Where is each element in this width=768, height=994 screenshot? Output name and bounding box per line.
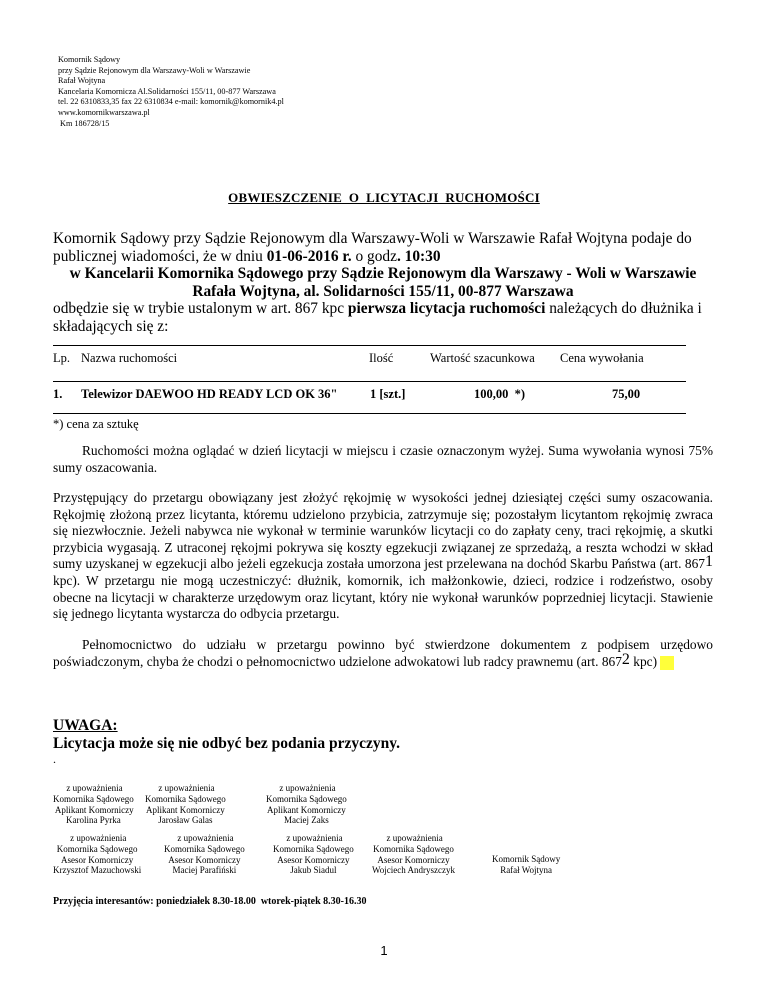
auction-type: pierwsza licytacja ruchomości	[347, 300, 546, 317]
document-title: OBWIESZCZENIE O LICYTACJI RUCHOMOŚCI	[228, 190, 540, 205]
header-line: tel. 22 6310833,35 fax 22 6310834 e-mail: komornik@komornik4.pl	[58, 97, 284, 107]
footnote: *) cena za sztukę	[53, 417, 139, 431]
signature-block	[266, 783, 347, 826]
viewing-paragraph	[53, 443, 713, 476]
signature-line: Aplikant Komorniczy	[146, 804, 225, 815]
signature-block	[273, 833, 354, 876]
signature-line: Maciej Zaks	[284, 815, 329, 826]
header-line: Rafał Wojtyna	[58, 76, 106, 86]
signature-line: z upoważnienia	[384, 833, 443, 843]
signature-line: z upoważnienia	[67, 833, 127, 843]
signature-line: Maciej Parafiński	[172, 865, 237, 876]
col-header-value: Wartość szacunkowa	[430, 351, 535, 365]
notice-text: Licytacja może się nie odbyć bez podania przyczyny.	[53, 735, 400, 752]
table-rule	[53, 381, 686, 382]
intro-text: Komornik Sądowy przy Sądzie Rejonowym dla Warszawy-Woli w Warszawie Rafał Wojtyna podaje do publicznej wiadomości, że w dniu	[53, 230, 692, 265]
signature-line: Rafał Wojtyna	[500, 864, 553, 875]
signature-line: Komornika Sądowego	[266, 793, 347, 804]
signature-line: z upoważnienia	[284, 833, 343, 843]
signature-line: Aplikant Komorniczy	[53, 804, 134, 815]
header-line: Kancelaria Komornicza Al.Solidarności 155/11, 00-877 Warszawa	[58, 86, 276, 96]
deposit-text-cont: kpc). W przetargu nie mogą uczestniczyć: dłużnik, komornik, ich małżonkowie, dzieci, rodzice i rodzeństwo, osoby obecne na licytacji w charakterze urzędowym oraz licytant, który nie wykonał warunków poprzedniej licytacji. Stawienie się jednego licytanta wystarcza do odbycia przetargu.	[53, 572, 713, 622]
auction-location-line2: Rafała Wojtyna, al. Solidarności 155/11, 00-877 Warszawa	[192, 282, 574, 300]
office-header	[58, 55, 284, 129]
reception-hours: Przyjęcia interesantów: poniedziałek 8.30-18.00 wtorek-piątek 8.30-16.30	[53, 896, 367, 907]
signature-line: Jarosław Galas	[158, 815, 213, 826]
page-number: 1	[380, 943, 388, 958]
signature-line: Asesor Komorniczy	[277, 854, 350, 865]
signature-line: Asesor Komorniczy	[61, 854, 134, 865]
signature-line: Wojciech Andryszczyk	[372, 865, 455, 876]
attorney-text-end: kpc)	[629, 653, 658, 669]
header-line: przy Sądzie Rejonowym dla Warszawy-Woli w Warszawie	[58, 65, 251, 75]
signature-line: Karolina Pyrka	[66, 815, 121, 826]
notice-dot: .	[53, 752, 56, 766]
col-header-name: Nazwa ruchomości	[81, 351, 178, 365]
signature-line: z upoważnienia	[156, 783, 215, 793]
signature-block	[372, 833, 455, 876]
auction-date: 01-06-2016 r.	[266, 247, 352, 265]
bailiff-signature	[492, 854, 560, 876]
deposit-text: Przystępujący do przetargu obowiązany jest złożyć rękojmię w wysokości jednej dziesiątej części sumy oszacowania. Rękojmię złożoną przez licytanta, któremu udzielono przybicia, zatrzymuje się; pozostałym licytantom rękojmię zwraca się niezwłocznie. Jeżeli nabywca nie wykonał w terminie warunków licytacji co do zapłaty ceny, traci rękojmię, a skutki przybicia wygasają. Z utraconej rękojmi pokrywa się koszty egzekucji związanej ze sprzedażą, a reszta wchodzi w skład sumy uzyskanej w egzekucji albo jeżeli egzekucja została umorzona jest przelewana na dochód Skarbu Państwa (art. 867	[53, 490, 713, 572]
signature-line: Komornika Sądowego	[373, 843, 454, 854]
viewing-text: Ruchomości można oglądać w dzień licytacji w miejscu i czasie oznaczonym wyżej. Suma wywołania wynosi 75% sumy oszacowania.	[53, 443, 713, 475]
row-value: 100,00 *)	[474, 387, 526, 401]
signature-line: Krzysztof Mazuchowski	[53, 865, 142, 876]
signature-line: z upoważnienia	[277, 783, 336, 793]
announcement-intro	[53, 230, 713, 335]
footnote-superscript: 2	[621, 650, 630, 668]
header-line: Komornik Sądowy	[58, 55, 121, 64]
signature-line: Komornika Sądowego	[273, 843, 354, 854]
row-qty: 1 [szt.]	[370, 387, 406, 401]
case-number: Km 186728/15	[58, 118, 110, 128]
attorney-text: Pełnomocnictwo do udziału w przetargu powinno być stwierdzone dokumentem z podpisem urzędowo poświadczonym, chyba że chodzi o pełnomocnictwo udzielone adwokatowi lub radcy prawnemu (art. 867	[53, 637, 713, 669]
table-rule	[53, 345, 686, 346]
auction-location-line1: w Kancelarii Komornika Sądowego przy Sądzie Rejonowym dla Warszawy - Woli w Warszawie	[69, 265, 697, 282]
col-header-lp: Lp.	[53, 351, 71, 365]
row-lp: 1.	[53, 387, 63, 401]
row-price: 75,00	[612, 387, 641, 401]
signature-line: Jakub Siadul	[290, 865, 337, 876]
signature-block	[53, 783, 134, 826]
header-line: www.komornikwarszawa.pl	[58, 107, 150, 117]
signature-block	[53, 833, 141, 876]
signature-line: Aplikant Komorniczy	[267, 804, 346, 815]
auction-time: . 10:30	[396, 247, 441, 265]
signature-line: Asesor Komorniczy	[168, 854, 241, 865]
col-header-qty: Ilość	[369, 351, 394, 365]
intro-text: odbędzie się w trybie ustalonym w art. 867 kpc	[53, 300, 348, 317]
signature-line: Asesor Komorniczy	[377, 854, 450, 865]
signature-line: z upoważnienia	[175, 833, 234, 843]
signature-line: Komornika Sądowego	[145, 793, 226, 804]
col-header-price: Cena wywołania	[560, 351, 644, 365]
signature-line: Komornika Sądowego	[164, 843, 245, 854]
notice-section	[53, 717, 400, 765]
highlight-mark	[660, 656, 674, 670]
signature-block	[164, 833, 245, 876]
signature-line: Komornika Sądowego	[56, 843, 138, 854]
signature-line: z upoważnienia	[64, 783, 123, 793]
notice-heading: UWAGA:	[53, 717, 118, 734]
row-name: Telewizor DAEWOO HD READY LCD OK 36"	[81, 387, 338, 401]
signature-line: Komornika Sądowego	[53, 793, 134, 804]
power-of-attorney-paragraph	[53, 637, 713, 670]
intro-text: należących do dłużnika i składających się z:	[53, 300, 702, 335]
deposit-paragraph	[53, 490, 713, 623]
signature-block	[145, 783, 226, 826]
intro-text-time-label: o godz	[351, 247, 397, 265]
footnote-superscript: 1	[705, 553, 713, 571]
table-rule	[53, 413, 686, 414]
signature-line: Komornik Sądowy	[492, 854, 561, 864]
